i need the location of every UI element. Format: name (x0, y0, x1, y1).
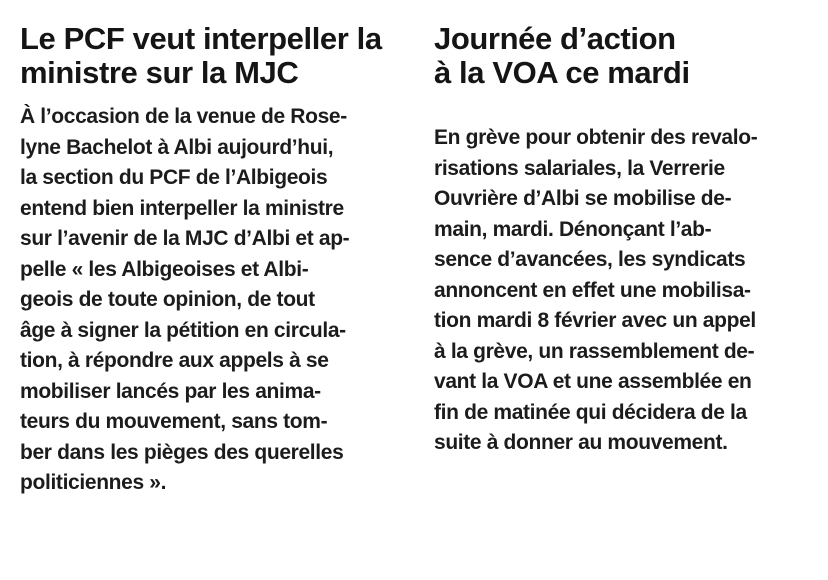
body-line: main, mardi. Dénonçant l’ab- (434, 217, 712, 241)
body-line: pelle « les Albigeoises et Albi- (20, 257, 309, 281)
article-headline (20, 22, 400, 90)
headline-line: Le PCF veut interpeller la (20, 21, 382, 56)
article-voa-strike (434, 22, 814, 459)
body-line: En grève pour obtenir des revalo- (434, 126, 758, 149)
body-line: fin de matinée qui décidera de la (434, 400, 747, 424)
body-line: sur l’avenir de la MJC d’Albi et ap- (20, 227, 350, 250)
body-line: entend bien interpeller la ministre (20, 196, 344, 220)
body-line: sence d’avancées, les syndicats (434, 248, 746, 271)
body-line: âge à signer la pétition en circula- (20, 318, 346, 342)
article-body (20, 102, 400, 499)
body-line: ber dans les pièges des querelles (20, 440, 344, 464)
headline-line: ministre sur la MJC (20, 55, 299, 90)
body-line: À l’occasion de la venue de Rose- (20, 105, 347, 128)
body-line: lyne Bachelot à Albi aujourd’hui, (20, 135, 334, 159)
body-line: teurs du mouvement, sans tom- (20, 410, 328, 433)
article-body (434, 123, 814, 459)
headline-line: à la VOA ce mardi (434, 55, 690, 90)
body-line: geois de toute opinion, de tout (20, 288, 315, 311)
headline-line: Journée d’action (434, 21, 676, 56)
article-headline (434, 22, 814, 90)
body-line: la section du PCF de l’Albigeois (20, 166, 328, 189)
body-line: tion, à répondre aux appels à se (20, 349, 329, 372)
article-pcf-mjc (20, 22, 400, 499)
body-line: annoncent en effet une mobilisa- (434, 278, 751, 302)
body-line: tion mardi 8 février avec un appel (434, 309, 756, 332)
body-line: Ouvrière d’Albi se mobilise de- (434, 187, 732, 210)
body-line: risations salariales, la Verrerie (434, 156, 725, 180)
body-line: mobiliser lancés par les anima- (20, 379, 321, 403)
body-line: à la grève, un rassemblement de- (434, 339, 755, 363)
body-line: politiciennes ». (20, 471, 167, 494)
body-line: suite à donner au mouvement. (434, 431, 728, 454)
body-line: vant la VOA et une assemblée en (434, 370, 752, 393)
